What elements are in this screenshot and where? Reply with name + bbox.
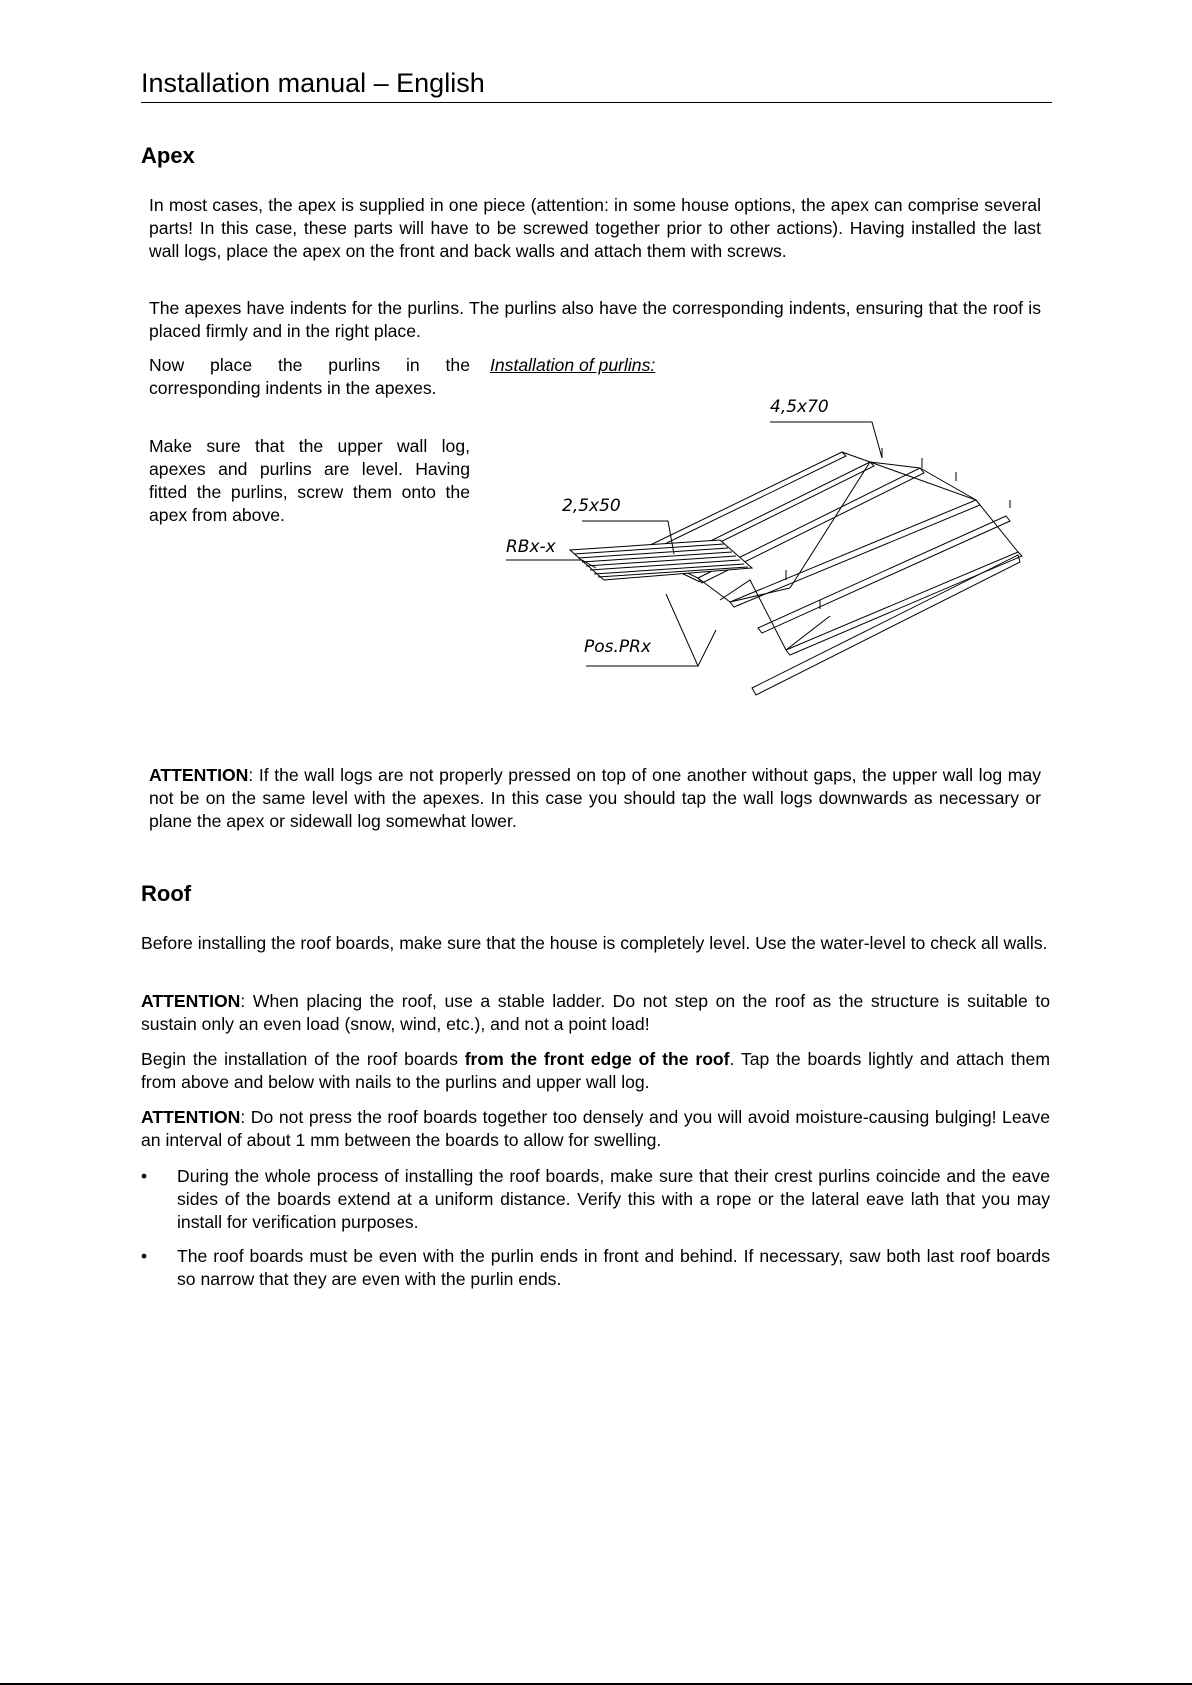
board-label: RBx-x: [506, 537, 556, 557]
attention-text: : When placing the roof, use a stable ladder. Do not step on the roof as the structure is suitable to sustain only an even load (snow, wind, etc.), and not a point load!: [141, 991, 1050, 1034]
attention-text: : Do not press the roof boards together too densely and you will avoid moisture-causing bulging! Leave an interval of about 1 mm between the boards to allow for swelling.: [141, 1107, 1050, 1150]
roof-boards: [570, 540, 752, 580]
attention-label: ATTENTION: [149, 765, 249, 785]
roof-p3-emphasis: from the front edge of the roof: [464, 1049, 730, 1069]
attention-label: ATTENTION: [141, 991, 241, 1011]
screw-label-2-5x50: 2,5x50: [562, 496, 621, 516]
roof-p3-end: . Tap the boards lightly and attach them from above and below with nails to the purlins and upper wall log.: [141, 1049, 1050, 1092]
attention-label: ATTENTION: [141, 1107, 241, 1127]
attention-text: : If the wall logs are not properly pressed on top of one another without gaps, the upper wall log may not be on the same level with the apexes. In this case you should tap the wall logs downwards as necessary or plane the apex or sidewall log somewhat lower.: [149, 765, 1041, 831]
section-heading-roof: Roof: [141, 881, 192, 906]
bullet-icon: •: [141, 1166, 148, 1186]
roof-paragraph-3: [141, 1048, 1050, 1094]
roof-p3-start: Begin the installation of the roof boards: [141, 1049, 465, 1069]
purlin-beams: [640, 452, 1022, 695]
roof-bullet-list: [141, 1165, 1050, 1302]
apex-paragraph-3: Now place the purlins in the corresponding indents in the apexes.: [149, 355, 470, 398]
apex-paragraph-2: The apexes have indents for the purlins. The purlins also have the corresponding indents, ensuring that the roof is placed firmly and in the right place.: [149, 298, 1041, 341]
apex-paragraph-1: In most cases, the apex is supplied in one piece (attention: in some house options, the apex can comprise several parts! In this case, these parts will have to be screwed together prior to other actions). Having installed the last wall logs, place the apex on the front and back walls and attach them with screws.: [149, 195, 1041, 261]
figure-caption: Installation of purlins:: [490, 355, 656, 375]
page-header-title: Installation manual – English: [141, 66, 1052, 103]
apex-attention-note: [149, 764, 1041, 833]
section-heading-apex: Apex: [141, 143, 195, 168]
roof-attention-note-2: [141, 1106, 1050, 1152]
list-item: [141, 1165, 1050, 1234]
roof-attention-note-1: [141, 990, 1050, 1036]
screw-label-4-5x70: 4,5x70: [770, 397, 829, 417]
list-item-text: The roof boards must be even with the purlin ends in front and behind. If necessary, saw both last roof boards so narrow that they are even with the purlin ends.: [177, 1246, 1050, 1289]
purlin-label: Pos.PRx: [584, 637, 652, 657]
apex-paragraph-4: Make sure that the upper wall log, apexes and purlins are level. Having fitted the purlins, screw them onto the apex from above.: [149, 436, 470, 525]
purlin-installation-diagram: [490, 380, 1030, 700]
list-item: [141, 1245, 1050, 1291]
list-item-text: During the whole process of installing the roof boards, make sure that their crest purlins coincide and the eave sides of the boards extend at a uniform distance. Verify this with a rope or the lateral eave lath that you may install for verification purposes.: [177, 1166, 1050, 1232]
roof-paragraph-1: Before installing the roof boards, make sure that the house is completely level. Use the water-level to check all walls.: [141, 933, 1048, 953]
bullet-icon: •: [141, 1246, 148, 1266]
